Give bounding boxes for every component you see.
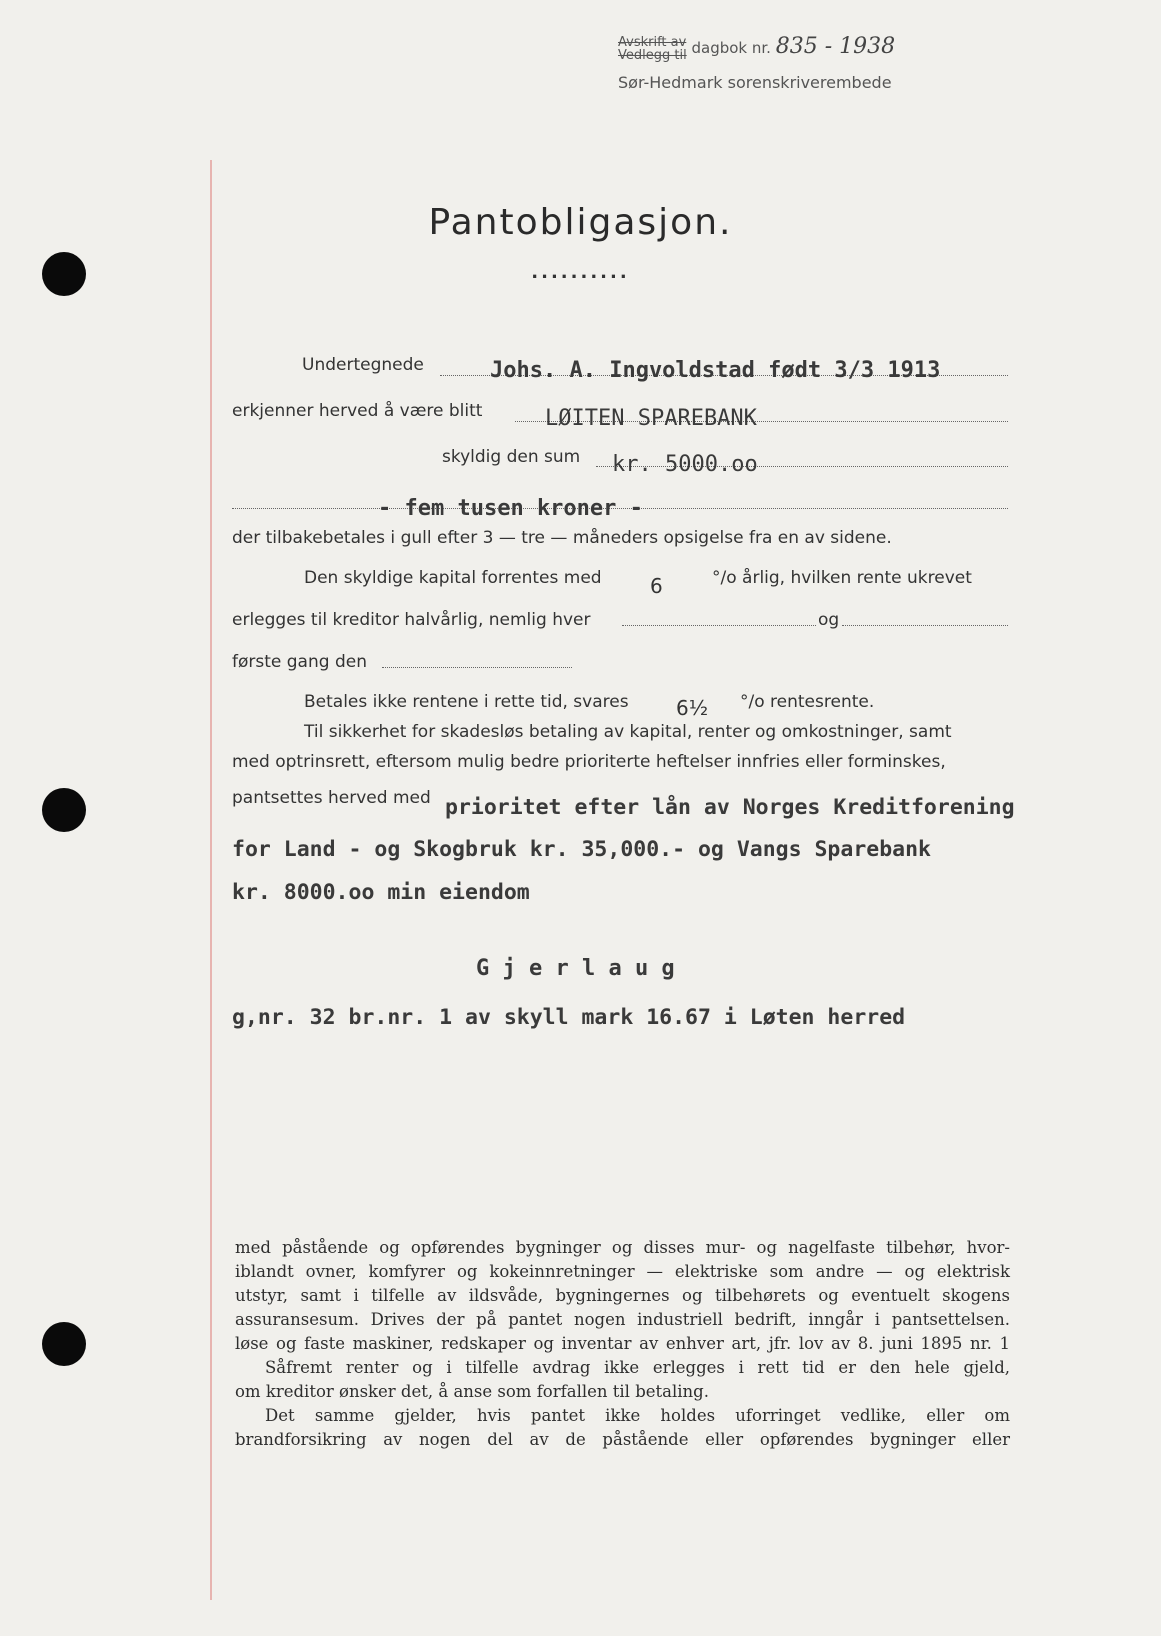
- document-title: Pantobligasjon.: [428, 202, 733, 243]
- pledge-line-3: kr. 8000.oo min eiendom: [232, 880, 530, 905]
- creditor-label: erkjenner herved å være blitt: [232, 401, 483, 421]
- property-name: G j e r l a u g: [476, 956, 675, 981]
- pledge-line-1: prioritet efter lån av Norges Kreditforening: [445, 795, 1015, 820]
- punch-hole: [42, 1322, 86, 1366]
- payment-date-1-line: [622, 625, 816, 626]
- creditor-value: LØITEN SPAREBANK: [545, 406, 757, 431]
- penalty-text: Betales ikke rentene i rette tid, svares: [304, 692, 629, 712]
- court-office-name: Sør-Hedmark sorenskriverembede: [618, 73, 892, 92]
- debtor-label: Undertegnede: [302, 355, 424, 375]
- dagbok-number: 835 - 1938: [775, 34, 896, 59]
- pledge-label: pantsettes herved med: [232, 788, 431, 808]
- body-line: om kreditor ønsker det, å anse som forfallen til betaling.: [235, 1382, 709, 1401]
- body-line: med påstående og opførendes bygninger og disses mur- og nagelfaste tilbehør, hvor-: [235, 1238, 1010, 1257]
- interest-payment-og: og: [818, 610, 840, 630]
- security-line-1: Til sikkerhet for skadesløs betaling av kapital, renter og omkostninger, samt: [304, 722, 952, 742]
- debtor-value: Johs. A. Ingvoldstad født 3/3 1913: [490, 358, 941, 383]
- payment-date-2-line: [842, 625, 1008, 626]
- penalty-rate: 6½: [676, 696, 709, 720]
- punch-hole: [42, 788, 86, 832]
- body-line: Såfremt renter og i tilfelle avdrag ikke erlegges i rett tid er den hele gjeld,: [265, 1358, 1010, 1377]
- body-line: iblandt ovner, komfyrer og kokeinnretninger — elektriske som andre — og elektrisk: [235, 1262, 1010, 1281]
- body-line: løse og faste maskiner, redskaper og inventar av enhver art, jfr. lov av 8. juni 1895 nr. 1: [235, 1334, 1010, 1353]
- interest-text: Den skyldige kapital forrentes med: [304, 568, 602, 588]
- body-line: Det samme gjelder, hvis pantet ikke holdes uforringet vedlike, eller om: [265, 1406, 1010, 1425]
- stamp-struck-text-b: Vedlegg til: [618, 48, 687, 63]
- stamp-dagbok-label: dagbok nr.: [691, 39, 771, 57]
- first-time-line: [382, 667, 572, 668]
- margin-rule: [210, 160, 212, 1600]
- body-line: utstyr, samt i tilfelle av ildsvåde, bygningernes og tilbehørets og eventuelt skogens: [235, 1286, 1010, 1305]
- body-line: assuransesum. Drives der på pantet nogen industriell bedrift, inngår i pantsettelsen.: [235, 1310, 1010, 1329]
- first-time-label: første gang den: [232, 652, 367, 672]
- title-ornament: ..........: [531, 262, 630, 283]
- repayment-terms: der tilbakebetales i gull efter 3 — tre — måneders opsigelse fra en av sidene.: [232, 528, 892, 548]
- security-line-2: med optrinsrett, eftersom mulig bedre prioriterte heftelser innfries eller forminskes,: [232, 752, 946, 772]
- body-line: brandforsikring av nogen del av de påstående eller opførendes bygninger eller: [235, 1430, 1010, 1449]
- sum-in-words: - fem tusen kroner -: [378, 496, 643, 521]
- stamp-struck-text-a: Avskrift av: [618, 35, 687, 50]
- registry-stamp: [618, 36, 895, 94]
- interest-rate: 6: [650, 574, 663, 598]
- sum-label: skyldig den sum: [442, 447, 581, 467]
- interest-payment-text: erlegges til kreditor halvårlig, nemlig hver: [232, 610, 591, 630]
- interest-text-after: °/o årlig, hvilken rente ukrevet: [712, 568, 972, 588]
- property-description: g,nr. 32 br.nr. 1 av skyll mark 16.67 i Løten herred: [232, 1005, 906, 1030]
- sum-value: kr. 5000.oo: [612, 452, 758, 477]
- pledge-line-2: for Land - og Skogbruk kr. 35,000.- og Vangs Sparebank: [232, 837, 931, 862]
- penalty-text-after: °/o rentesrente.: [740, 692, 875, 712]
